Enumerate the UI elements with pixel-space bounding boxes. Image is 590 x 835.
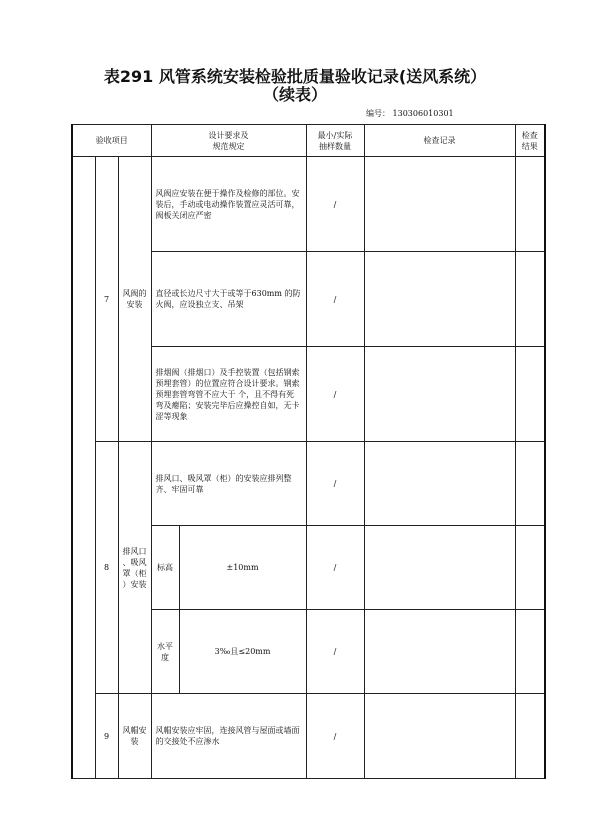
sample-7-2: / (306, 252, 364, 347)
item-number-9: 9 (95, 694, 118, 779)
form-subtitle: （续表） (262, 85, 327, 104)
requirement-7-3: 排烟阀（排烟口）及手控装置（包括钢索预埋套管）的位置应符合设计要求。钢索预埋套管弯管不应大于 个，且不得有死弯及瘪陷；安装完毕后应操控自如，无卡涩等现象 (151, 347, 306, 442)
record-8-2[interactable] (364, 526, 515, 610)
record-7-1[interactable] (364, 157, 515, 252)
record-8-3[interactable] (364, 610, 515, 694)
form-title: 表291 风管系统安装检验批质量验收记录(送风系统） (103, 67, 487, 86)
sample-9-1: / (306, 694, 364, 779)
sample-8-2: / (306, 526, 364, 610)
requirement-9-1: 风帽安装应牢固，连接风管与屋面或墙面的交接处不应渗水 (151, 694, 306, 779)
record-7-2[interactable] (364, 252, 515, 347)
sample-8-3: / (306, 610, 364, 694)
table-row (72, 442, 545, 526)
header-sample: 最小/实际 抽样数量 (306, 125, 364, 157)
header-item: 验收项目 (72, 125, 151, 157)
item-number-7: 7 (95, 157, 118, 442)
result-9-1[interactable] (515, 694, 545, 779)
inspection-table (71, 124, 546, 779)
header-result: 检查 结果 (515, 125, 545, 157)
record-8-1[interactable] (364, 442, 515, 526)
header-requirement: 设计要求及 规范规定 (151, 125, 306, 157)
result-8-2[interactable] (515, 526, 545, 610)
item-name-8: 排风口 、吸风 罩（柜 ）安装 (118, 442, 151, 694)
sample-8-1: / (306, 442, 364, 526)
result-8-1[interactable] (515, 442, 545, 526)
form-code: 编号： 130306010301 (366, 109, 454, 118)
category-cell (72, 157, 95, 779)
table-row (72, 157, 545, 252)
requirement-7-2: 直径或长边尺寸大于或等于630mm 的防火阀，应设独立支、吊架 (151, 252, 306, 347)
record-7-3[interactable] (364, 347, 515, 442)
requirement-8-1: 排风口、吸风罩（柜）的安装应排列整齐、牢固可靠 (151, 442, 306, 526)
item-number-8: 8 (95, 442, 118, 694)
header-row (72, 125, 545, 157)
sub-label-elevation: 标高 (151, 526, 179, 610)
item-name-9: 风帽安 装 (118, 694, 151, 779)
result-7-2[interactable] (515, 252, 545, 347)
sub-value-levelness: 3‰且≤20mm (179, 610, 306, 694)
item-name-7: 风阀的 安装 (118, 157, 151, 442)
sub-value-elevation: ±10mm (179, 526, 306, 610)
result-8-3[interactable] (515, 610, 545, 694)
header-record: 检查记录 (364, 125, 515, 157)
requirement-7-1: 风阀应安装在便于操作及检修的部位。安装后，手动或电动操作装置应灵活可靠，阀板关闭应严密 (151, 157, 306, 252)
sample-7-3: / (306, 347, 364, 442)
result-7-1[interactable] (515, 157, 545, 252)
sample-7-1: / (306, 157, 364, 252)
record-9-1[interactable] (364, 694, 515, 779)
sub-label-levelness: 水平 度 (151, 610, 179, 694)
table-row (72, 694, 545, 779)
result-7-3[interactable] (515, 347, 545, 442)
